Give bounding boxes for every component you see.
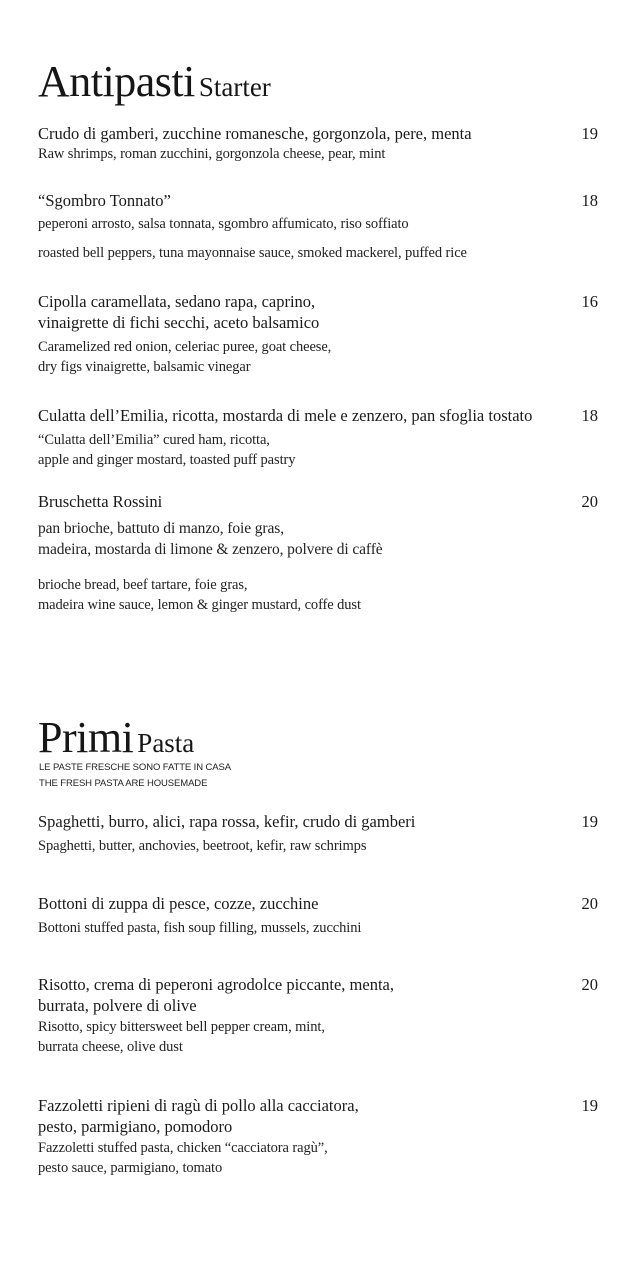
section-title-italian: Primi xyxy=(38,713,134,762)
item-name: “Sgombro Tonnato” xyxy=(38,191,171,210)
menu-item-cipolla-caramellata xyxy=(38,291,602,377)
item-price: 20 xyxy=(581,894,598,913)
item-name: Spaghetti, burro, alici, rapa rossa, kefir, crudo di gamberi xyxy=(38,812,416,831)
menu-item-fazzoletti xyxy=(38,1095,602,1178)
item-price: 19 xyxy=(581,124,598,143)
item-description: Spaghetti, butter, anchovies, beetroot, kefir, raw schrimps xyxy=(38,838,367,854)
item-description-english: roasted bell peppers, tuna mayonnaise sauce, smoked mackerel, puffed rice xyxy=(38,245,467,261)
item-name: Crudo di gamberi, zucchine romanesche, gorgonzola, pere, menta xyxy=(38,124,472,143)
item-price: 19 xyxy=(581,812,598,831)
section-title-antipasti xyxy=(38,57,271,106)
menu-item-bottoni xyxy=(38,893,602,938)
item-description: Fazzoletti stuffed pasta, chicken “cacciatora ragù”, pesto sauce, parmigiano, tomato xyxy=(38,1140,328,1176)
item-description: Risotto, spicy bittersweet bell pepper cream, mint, burrata cheese, olive dust xyxy=(38,1019,325,1055)
item-name: Risotto, crema di peperoni agrodolce piccante, menta, burrata, polvere di olive xyxy=(38,975,394,1015)
item-description-italian: pan brioche, battuto di manzo, foie gras, madeira, mostarda di limone & zenzero, polvere di caffè xyxy=(38,520,383,558)
menu-item-spaghetti xyxy=(38,811,602,856)
item-description: “Culatta dell’Emilia” cured ham, ricotta, apple and ginger mostard, toasted puff pastry xyxy=(38,432,296,468)
item-price: 20 xyxy=(581,975,598,994)
section-title-italian: Antipasti xyxy=(38,57,195,106)
menu-item-sgombro-tonnato xyxy=(38,190,602,263)
item-description-italian: peperoni arrosto, salsa tonnata, sgombro affumicato, riso soffiato xyxy=(38,216,409,232)
note-english: THE FRESH PASTA ARE HOUSEMADE xyxy=(39,778,208,789)
item-description-english: brioche bread, beef tartare, foie gras, madeira wine sauce, lemon & ginger mustard, coffe dust xyxy=(38,577,361,613)
item-name: Culatta dell’Emilia, ricotta, mostarda di mele e zenzero, pan sfoglia tostato xyxy=(38,406,533,425)
section-title-english: Starter xyxy=(198,72,271,102)
item-price: 18 xyxy=(581,191,598,210)
menu-item-culatta-dell-emilia xyxy=(38,405,602,470)
section-title-primi xyxy=(38,713,195,762)
menu-item-bruschetta-rossini xyxy=(38,491,602,615)
note-italian: LE PASTE FRESCHE SONO FATTE IN CASA xyxy=(39,762,231,773)
item-description: Bottoni stuffed pasta, fish soup filling, mussels, zucchini xyxy=(38,920,362,936)
item-description: Raw shrimps, roman zucchini, gorgonzola cheese, pear, mint xyxy=(38,146,386,162)
item-name: Cipolla caramellata, sedano rapa, caprino, vinaigrette di fichi secchi, aceto balsamico xyxy=(38,292,320,332)
item-name: Bottoni di zuppa di pesce, cozze, zucchine xyxy=(38,894,319,913)
section-title-english: Pasta xyxy=(137,728,195,758)
item-price: 20 xyxy=(581,492,598,511)
menu-item-crudo-di-gamberi xyxy=(38,123,602,164)
item-price: 16 xyxy=(581,292,598,311)
item-price: 19 xyxy=(581,1096,598,1115)
item-name: Bruschetta Rossini xyxy=(38,492,163,511)
item-price: 18 xyxy=(581,406,598,425)
housemade-pasta-note xyxy=(39,760,231,792)
menu-item-risotto xyxy=(38,974,602,1057)
item-description: Caramelized red onion, celeriac puree, goat cheese, dry figs vinaigrette, balsamic vinegar xyxy=(38,339,332,375)
item-name: Fazzoletti ripieni di ragù di pollo alla cacciatora, pesto, parmigiano, pomodoro xyxy=(38,1096,359,1136)
